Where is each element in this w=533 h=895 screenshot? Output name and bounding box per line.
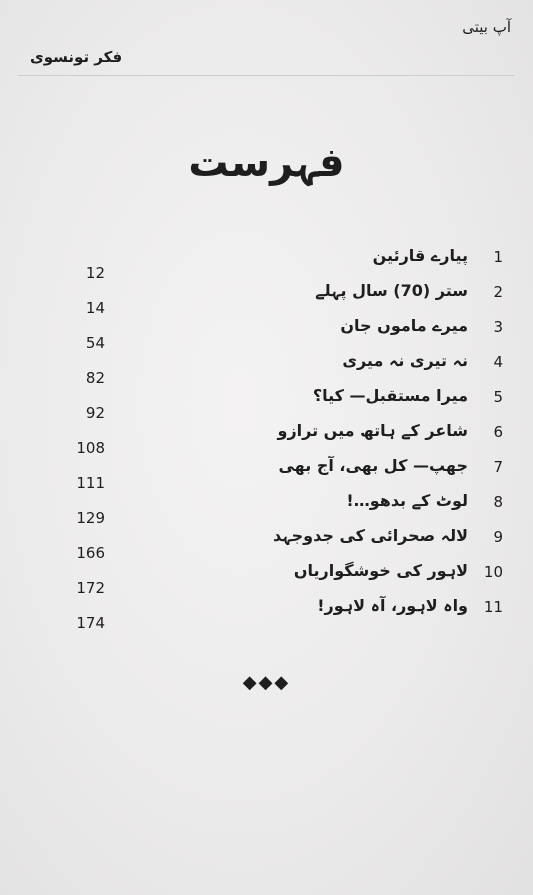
header-rule: [18, 75, 515, 76]
toc-item-number: 2: [493, 283, 503, 301]
toc-item-number: 6: [493, 423, 503, 441]
toc-row: [0, 345, 533, 387]
toc-row: [0, 415, 533, 457]
toc-row: [0, 275, 533, 317]
toc-title: لوٹ کے بدھو…!: [346, 491, 468, 510]
toc-page-number: 174: [76, 614, 105, 632]
toc-page-number: 92: [85, 404, 105, 422]
toc-page-number: 108: [76, 439, 105, 457]
toc-item-number: 3: [493, 318, 503, 336]
toc-title: پیارے قارئین: [372, 246, 468, 265]
toc-page-number: 172: [76, 579, 105, 597]
page-title: فہرست: [188, 140, 345, 186]
toc-page-number: 54: [85, 334, 105, 352]
toc-title: جھپ— کل بھی، آج بھی: [278, 456, 468, 475]
ornament-diamonds: ◆◆◆: [242, 672, 291, 693]
toc-page-number: 166: [76, 544, 105, 562]
toc-title: نہ تیری نہ میری: [342, 351, 468, 370]
toc-title: میرے ماموں جان: [340, 316, 468, 335]
toc-item-number: 4: [493, 353, 503, 371]
toc-item-number: 11: [483, 598, 503, 616]
toc-page-number: 14: [85, 299, 105, 317]
toc-title: میرا مستقبل— کیا؟: [312, 386, 468, 405]
toc-row: [0, 240, 533, 282]
toc-title: شاعر کے ہاتھ میں ترازو: [277, 421, 468, 440]
toc-row: [0, 520, 533, 562]
toc-row: [0, 380, 533, 422]
toc-title: لاہور کی خوشگواریاں: [293, 561, 468, 580]
toc-row: [0, 555, 533, 597]
toc-page-number: 82: [85, 369, 105, 387]
running-header-book-title: آپ بیتی: [462, 18, 511, 36]
toc-row: [0, 590, 533, 632]
toc-row: [0, 450, 533, 492]
toc-row: [0, 310, 533, 352]
toc-item-number: 5: [493, 388, 503, 406]
toc-item-number: 1: [493, 248, 503, 266]
toc-title: واہ لاہور، آہ لاہور!: [317, 596, 468, 615]
toc-title: ستر (70) سال پہلے: [315, 281, 468, 300]
toc-item-number: 7: [493, 458, 503, 476]
toc-row: [0, 485, 533, 527]
toc-item-number: 10: [483, 563, 503, 581]
toc-page-number: 111: [76, 474, 105, 492]
toc-page-number: 129: [76, 509, 105, 527]
toc-item-number: 9: [493, 528, 503, 546]
running-header-author: فکر تونسوی: [30, 48, 123, 66]
toc-item-number: 8: [493, 493, 503, 511]
toc-page-number: 12: [85, 264, 105, 282]
toc-title: لالہ صحرائی کی جدوجہد: [273, 526, 468, 545]
